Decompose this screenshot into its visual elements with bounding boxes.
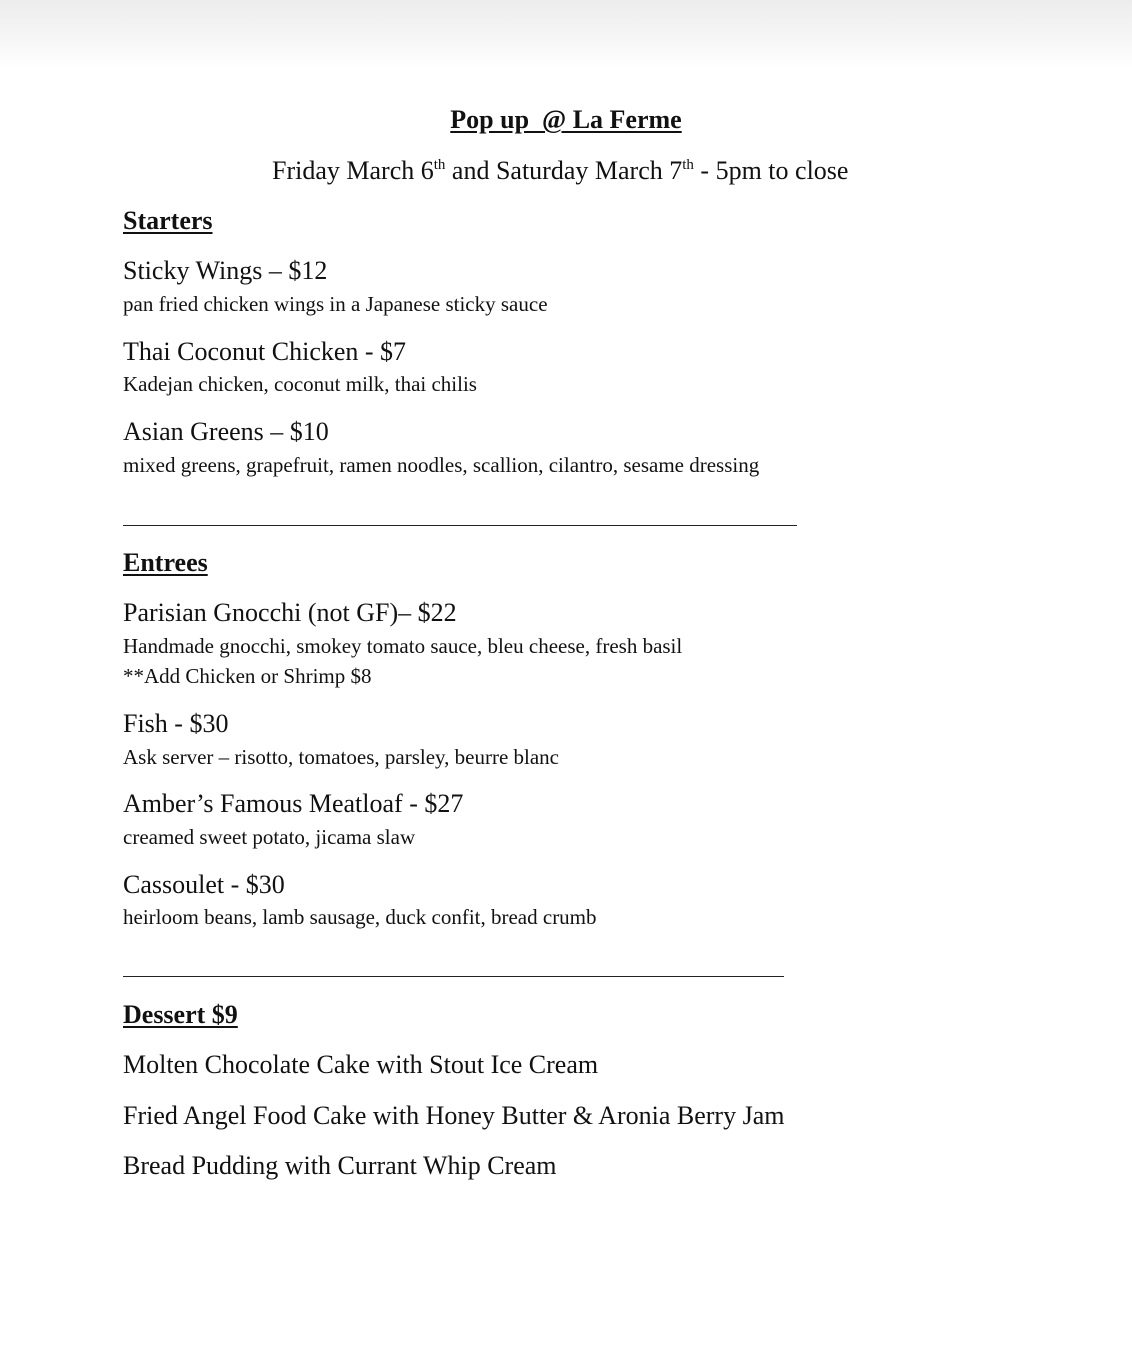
entree-item-name: Amber’s Famous Meatloaf - $27: [123, 789, 464, 818]
dates-prefix: Friday March 6: [272, 156, 434, 185]
section-divider: [123, 976, 784, 977]
entrees-heading: Entrees: [123, 548, 208, 577]
dessert-heading: Dessert $9: [123, 1000, 238, 1029]
starters-heading: Starters: [123, 206, 213, 235]
dessert-item-name: Bread Pudding with Currant Whip Cream: [123, 1151, 557, 1180]
dates-middle: and Saturday March 7: [445, 156, 683, 185]
starter-item-desc: mixed greens, grapefruit, ramen noodles, scallion, cilantro, sesame dressing: [123, 453, 760, 477]
entree-item-desc: heirloom beans, lamb sausage, duck confit, bread crumb: [123, 905, 597, 929]
menu-dates: [272, 154, 848, 188]
dates-suffix: - 5pm to close: [693, 156, 849, 185]
entree-item-desc: Handmade gnocchi, smokey tomato sauce, bleu cheese, fresh basil: [123, 634, 683, 658]
entree-item-desc: Ask server – risotto, tomatoes, parsley, beurre blanc: [123, 745, 560, 769]
starter-item-name: Sticky Wings – $12: [123, 256, 328, 285]
menu-title: [0, 104, 1132, 136]
starter-item-name: Asian Greens – $10: [123, 417, 329, 446]
dates-sup-1: th: [433, 157, 446, 173]
dessert-item-name: Molten Chocolate Cake with Stout Ice Cream: [123, 1050, 599, 1079]
starter-item-desc: Kadejan chicken, coconut milk, thai chilis: [123, 372, 477, 396]
dessert-item-name: Fried Angel Food Cake with Honey Butter & Aronia Berry Jam: [123, 1101, 785, 1130]
entree-item-name: Cassoulet - $30: [123, 870, 285, 899]
dates-sup-2: th: [682, 157, 694, 173]
entree-item-name: Parisian Gnocchi (not GF)– $22: [123, 598, 457, 627]
starter-item-name: Thai Coconut Chicken - $7: [123, 337, 407, 366]
section-divider: [123, 525, 797, 526]
entree-item-note: **Add Chicken or Shrimp $8: [123, 664, 372, 688]
entree-item-name: Fish - $30: [123, 709, 229, 738]
menu-title-text: Pop up @ La Ferme: [450, 105, 682, 134]
starter-item-desc: pan fried chicken wings in a Japanese sticky sauce: [123, 292, 548, 316]
entree-item-desc: creamed sweet potato, jicama slaw: [123, 825, 416, 849]
